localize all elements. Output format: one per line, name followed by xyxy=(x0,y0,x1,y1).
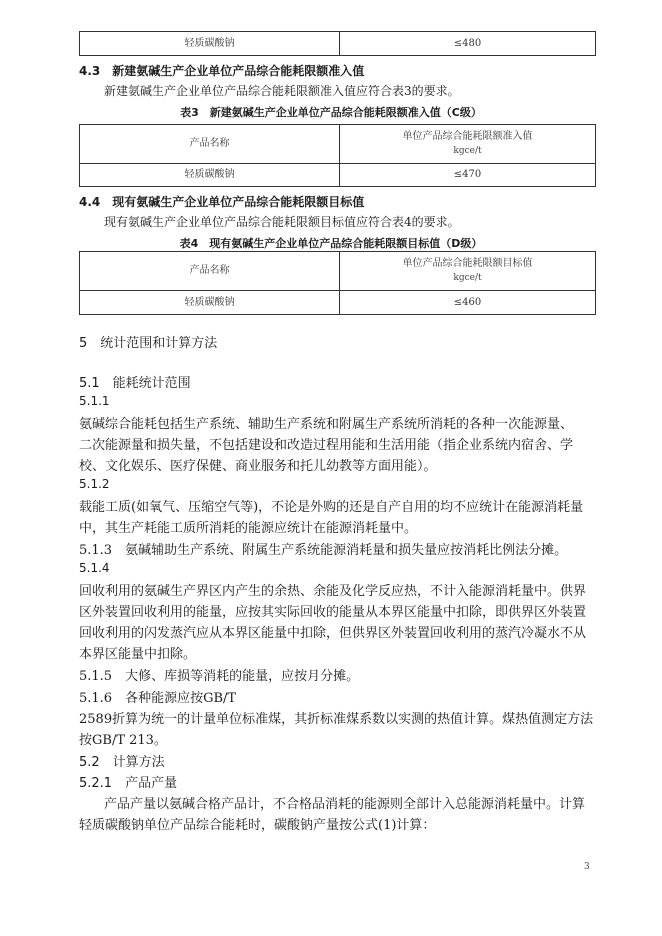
table4 xyxy=(79,251,596,315)
section-5-1-1-line: 二次能源量和损失量，不包括建设和改造过程用能和生活用能（指企业系统内宿舍、学 xyxy=(79,438,574,453)
section-4-4-heading: 4.4 现有氨碱生产企业单位产品综合能耗限额目标值 xyxy=(79,195,365,209)
table4-header-product: 产品名称 xyxy=(80,252,340,290)
section-5-1-4-line: 回收利用的氨碱生产界区内产生的余热、余能及化学反应热，不计入能源消耗量中。供界 xyxy=(79,584,587,599)
section-5-2-heading: 5.2 计算方法 xyxy=(79,755,165,770)
table4-header-label: 单位产品综合能耗限额目标值 xyxy=(402,258,533,269)
table3-value: ≤470 xyxy=(453,169,482,180)
section-5-1-4-line: 本界区能量中扣除。 xyxy=(79,647,197,662)
table3-header-label: 单位产品综合能耗限额准入值 xyxy=(402,131,533,142)
table4-caption: 表4 现有氨碱生产企业单位产品综合能耗限额目标值（D级） xyxy=(179,237,483,250)
section-4-4-text: 现有氨碱生产企业单位产品综合能耗限额目标值应符合表4的要求。 xyxy=(104,215,460,229)
table4-header-value xyxy=(340,252,595,290)
table4-value: ≤460 xyxy=(453,296,482,308)
table3-product: 轻质碳酸钠 xyxy=(80,164,340,186)
section-5-1-5-text: 5.1.5 大修、库损等消耗的能量，应按月分摊。 xyxy=(79,669,360,684)
section-5-1-2-line: 载能工质(如氧气、压缩空气等)，不论是外购的还是自产自用的均不应统计在能源消耗量 xyxy=(79,500,584,515)
section-5-1-heading: 5.1 能耗统计范围 xyxy=(79,376,191,391)
table3-header-unit: kgce/t xyxy=(453,146,482,156)
table-top xyxy=(79,31,596,56)
section-5-1-6-line: 2589折算为统一的计量单位标准煤，其折标准煤系数以实测的热值计算。煤热值测定方法 xyxy=(79,712,594,727)
section-4-3-heading: 4.3 新建氨碱生产企业单位产品综合能耗限额准入值 xyxy=(79,64,365,78)
table3-header-product: 产品名称 xyxy=(80,125,340,163)
section-5-1-1-line: 校、文化娱乐、医疗保健、商业服务和托儿幼教等方面用能）。 xyxy=(79,459,437,474)
section-5-1-2-number: 5.1.2 xyxy=(79,477,110,491)
section-5-2-1-line: 产品产量以氨碱合格产品计，不合格品消耗的能源则全部计入总能源消耗量中。计算 xyxy=(104,797,586,812)
page-number: 3 xyxy=(584,862,590,872)
section-5-1-4-line: 区外装置回收利用的能量，应按其实际回收的能量从本界区能量中扣除，即供界区外装置 xyxy=(79,605,587,620)
table4-header-unit: kgce/t xyxy=(453,273,482,283)
table3 xyxy=(79,124,596,187)
section-5-1-6-line: 按GB/T 213。 xyxy=(79,733,167,748)
section-5-1-1-number: 5.1.1 xyxy=(79,394,110,408)
section-5-1-1-line: 氨碱综合能耗包括生产系统、辅助生产系统和附属生产系统所消耗的各种一次能源量、 xyxy=(79,417,574,432)
table3-caption: 表3 新建氨碱生产企业单位产品综合能耗限额准入值（C级） xyxy=(180,106,482,119)
section-5-2-1-heading: 5.2.1 产品产量 xyxy=(79,776,178,791)
section-5-1-4-line: 回收利用的闪发蒸汽应从本界区能量中扣除，但供界区外装置回收利用的蒸汽冷凝水不从 xyxy=(79,626,587,641)
table4-product: 轻质碳酸钠 xyxy=(80,291,340,314)
section-5-1-3-text: 5.1.3 氨碱辅助生产系统、附属生产系统能源消耗量和损失量应按消耗比例法分摊。 xyxy=(79,543,568,558)
table3-header-value xyxy=(340,125,595,163)
section-5-1-2-line: 中，其生产耗能工质所消耗的能源应统计在能源消耗量中。 xyxy=(79,521,418,536)
section-5-1-6-text: 5.1.6 各种能源应按GB/T xyxy=(79,691,237,706)
table-top-value: ≤480 xyxy=(453,37,482,49)
section-4-3-text: 新建氨碱生产企业单位产品综合能耗限额准入值应符合表3的要求。 xyxy=(104,84,460,98)
section-5-heading: 5 统计范围和计算方法 xyxy=(79,336,218,351)
section-5-2-1-line: 轻质碳酸钠单位产品综合能耗时，碳酸钠产量按公式(1)计算： xyxy=(79,818,436,833)
section-5-1-4-number: 5.1.4 xyxy=(79,561,110,575)
table-top-product: 轻质碳酸钠 xyxy=(80,32,340,55)
